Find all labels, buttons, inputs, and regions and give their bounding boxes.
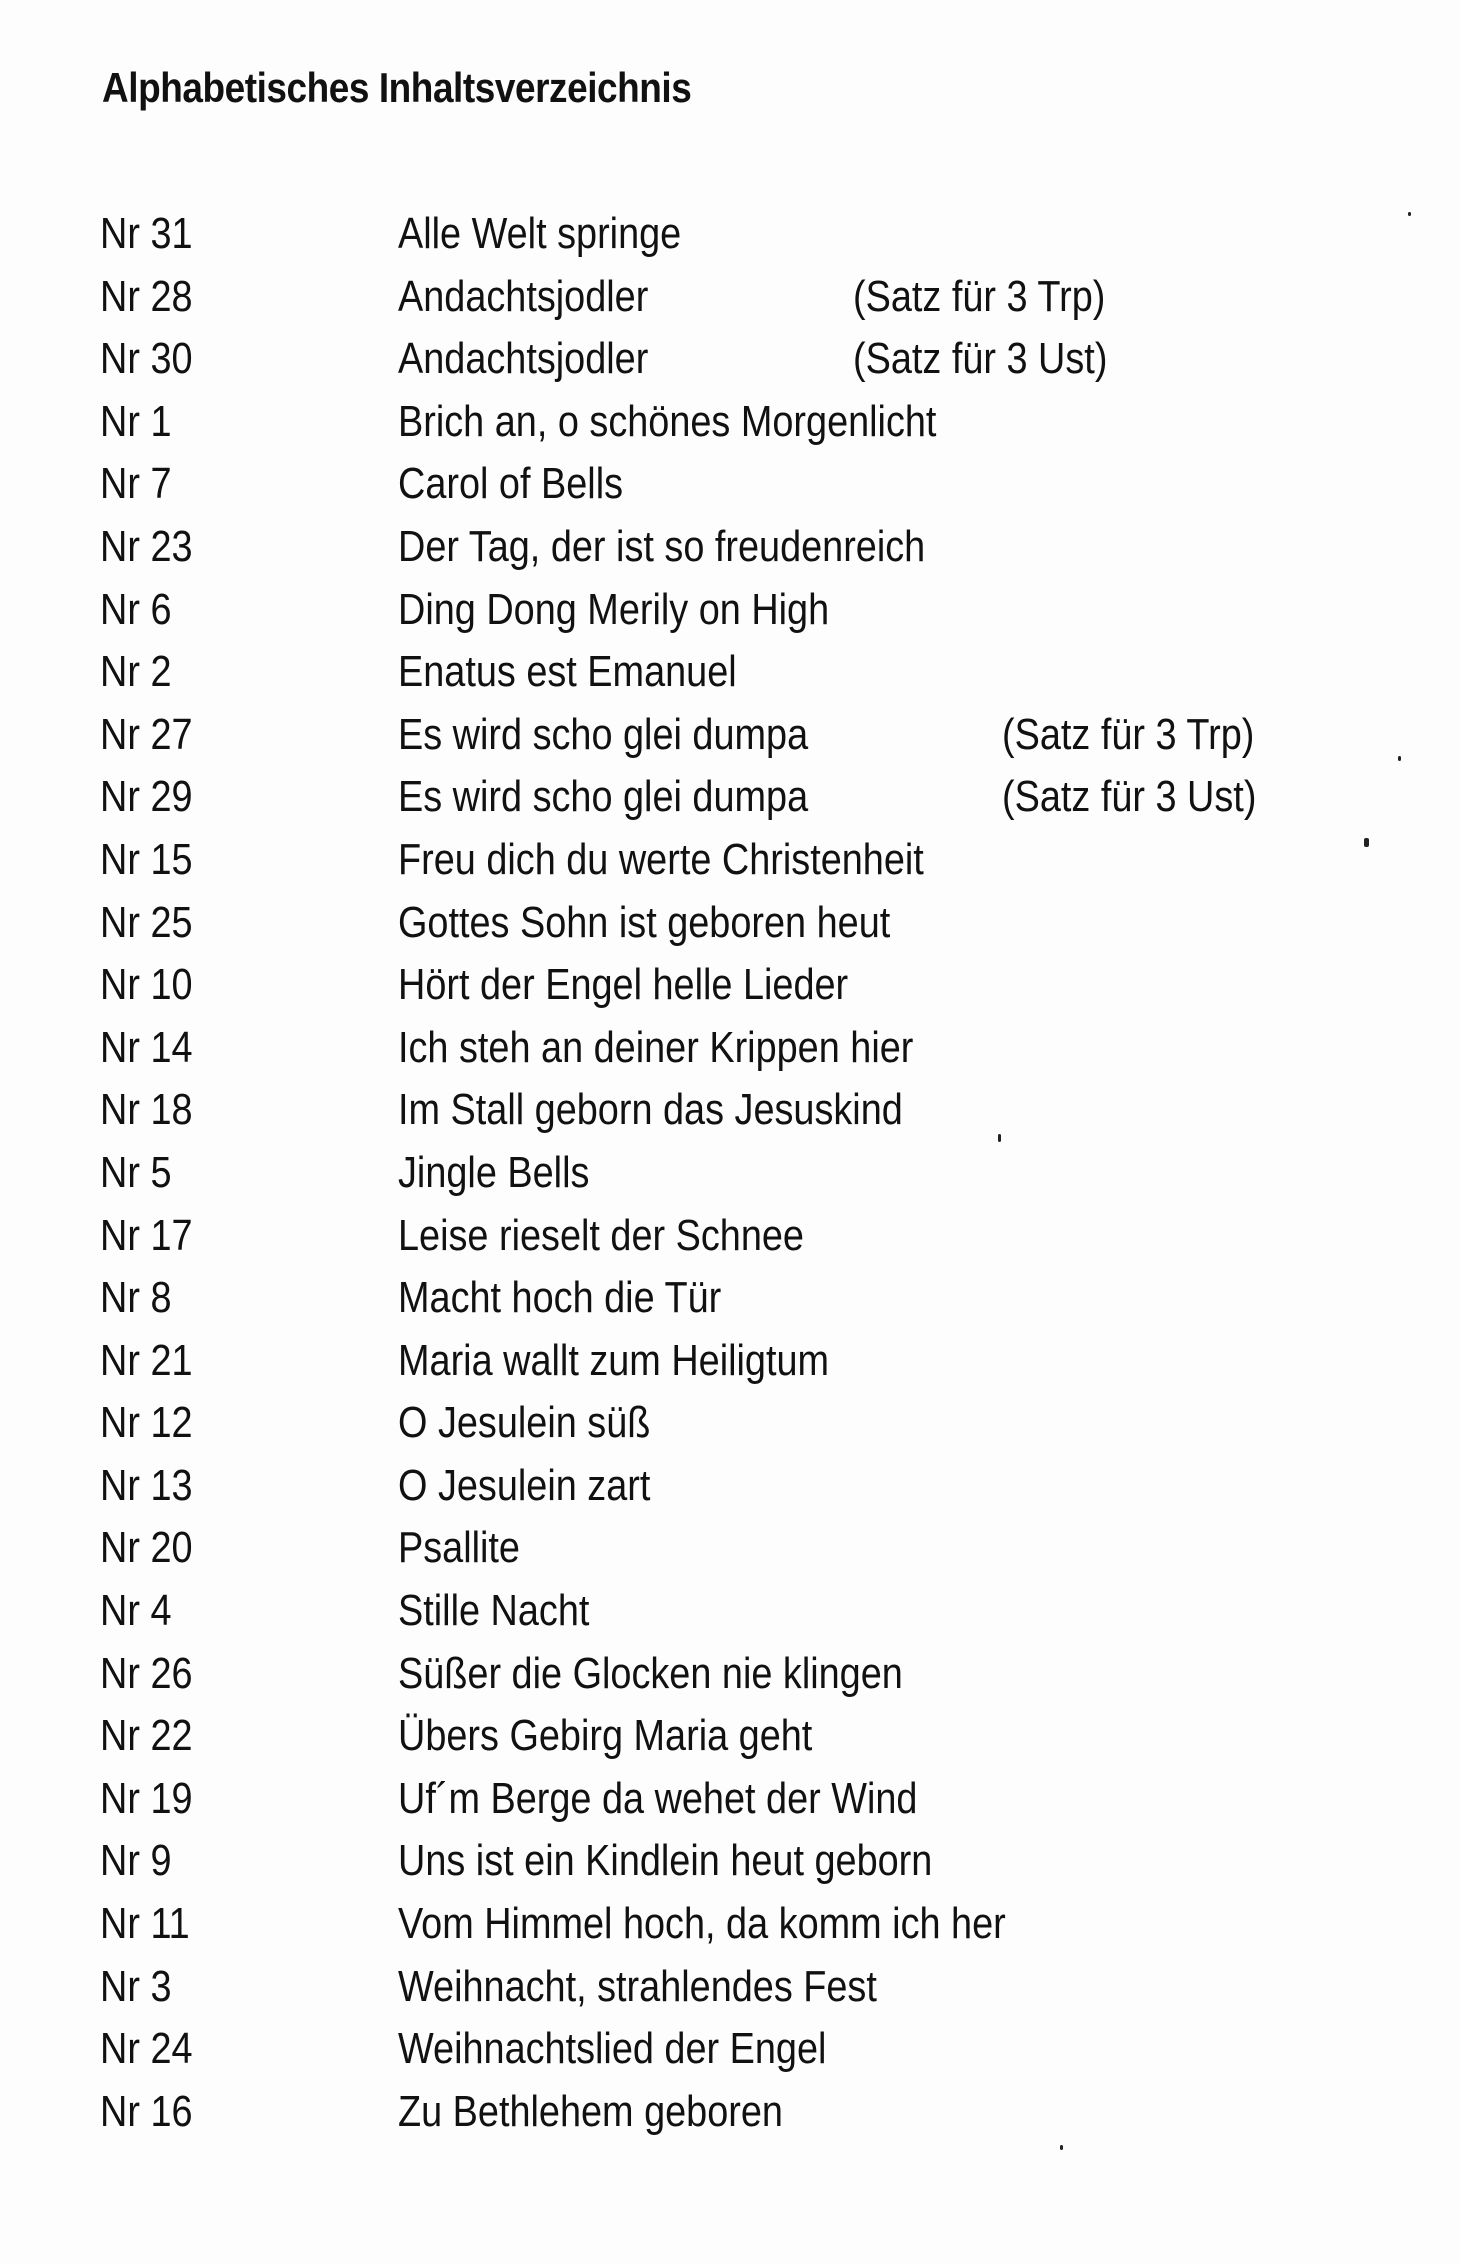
entry-title: Uns ist ein Kindlein heut geborn — [398, 1836, 933, 1886]
entry-title: Übers Gebirg Maria geht — [398, 1711, 813, 1761]
entry-number: Nr 10 — [100, 960, 193, 1010]
list-item — [0, 519, 1460, 582]
scan-speck — [1364, 838, 1369, 847]
entry-number: Nr 28 — [100, 271, 193, 321]
list-item — [0, 269, 1460, 332]
list-item — [0, 1458, 1460, 1521]
list-item — [0, 1833, 1460, 1896]
entry-title: Maria wallt zum Heiligtum — [398, 1335, 830, 1385]
entry-title: Es wird scho glei dumpa — [398, 709, 809, 759]
entry-title: Carol of Bells — [398, 459, 624, 509]
entry-number: Nr 15 — [100, 834, 193, 884]
entry-title: Gottes Sohn ist geboren heut — [398, 897, 891, 947]
entry-number: Nr 29 — [100, 772, 193, 822]
list-item — [0, 456, 1460, 519]
entry-title: O Jesulein süß — [398, 1398, 651, 1448]
entry-number: Nr 22 — [100, 1711, 193, 1761]
scan-speck — [1398, 756, 1401, 761]
entry-number: Nr 26 — [100, 1648, 193, 1698]
list-item — [0, 1959, 1460, 2022]
entry-title: Hört der Engel helle Lieder — [398, 960, 849, 1010]
entry-number: Nr 17 — [100, 1210, 193, 1260]
entry-title: Stille Nacht — [398, 1586, 590, 1636]
entry-number: Nr 5 — [100, 1147, 172, 1197]
list-item — [0, 1333, 1460, 1396]
list-item — [0, 331, 1460, 394]
list-item — [0, 1771, 1460, 1834]
entry-number: Nr 31 — [100, 209, 193, 258]
entry-number: Nr 16 — [100, 2086, 193, 2136]
list-item — [0, 1646, 1460, 1709]
entry-number: Nr 9 — [100, 1836, 172, 1886]
page-title: Alphabetisches Inhaltsverzeichnis — [102, 64, 692, 111]
list-item — [0, 1708, 1460, 1771]
entry-number: Nr 3 — [100, 1961, 172, 2011]
list-item — [0, 895, 1460, 958]
entry-title: Alle Welt springe — [398, 209, 682, 258]
entry-number: Nr 24 — [100, 2024, 193, 2074]
entry-title: Psallite — [398, 1523, 520, 1573]
entry-number: Nr 11 — [100, 1899, 190, 1949]
entry-title: Enatus est Emanuel — [398, 647, 737, 697]
entry-number: Nr 19 — [100, 1773, 193, 1823]
entry-number: Nr 13 — [100, 1460, 193, 1510]
entry-number: Nr 2 — [100, 647, 172, 697]
entry-title: Es wird scho glei dumpa — [398, 772, 809, 822]
list-item — [0, 957, 1460, 1020]
entry-title: Weihnachtslied der Engel — [398, 2024, 827, 2074]
entry-title: Brich an, o schönes Morgenlicht — [398, 396, 937, 446]
entry-title: Weihnacht, strahlendes Fest — [398, 1961, 877, 2011]
entry-note: (Satz für 3 Trp) — [853, 271, 1106, 321]
entry-title: Im Stall geborn das Jesuskind — [398, 1085, 903, 1135]
list-item — [0, 394, 1460, 457]
list-item — [0, 1896, 1460, 1959]
entry-title: Uf´m Berge da wehet der Wind — [398, 1773, 918, 1823]
list-item — [0, 2021, 1460, 2084]
list-item — [0, 1583, 1460, 1646]
list-item — [0, 1020, 1460, 1083]
entry-title: Andachtsjodler — [398, 271, 649, 321]
list-item — [0, 1395, 1460, 1458]
entry-number: Nr 25 — [100, 897, 193, 947]
entry-title: Zu Bethlehem geboren — [398, 2086, 783, 2136]
entry-number: Nr 21 — [100, 1335, 193, 1385]
list-item — [0, 644, 1460, 707]
list-item — [0, 1145, 1460, 1208]
entry-number: Nr 8 — [100, 1273, 172, 1323]
entry-title: Andachtsjodler — [398, 334, 649, 384]
entry-number: Nr 30 — [100, 334, 193, 384]
entry-note: (Satz für 3 Trp) — [1002, 709, 1255, 759]
entry-title: Freu dich du werte Christenheit — [398, 834, 924, 884]
entry-note: (Satz für 3 Ust) — [1002, 772, 1257, 822]
entry-number: Nr 23 — [100, 521, 193, 571]
contents-list — [0, 206, 1460, 2146]
scan-speck — [1408, 212, 1411, 216]
entry-number: Nr 27 — [100, 709, 193, 759]
entry-title: O Jesulein zart — [398, 1460, 651, 1510]
list-item — [0, 1208, 1460, 1271]
entry-title: Der Tag, der ist so freudenreich — [398, 521, 926, 571]
list-item — [0, 1270, 1460, 1333]
entry-number: Nr 12 — [100, 1398, 193, 1448]
entry-title: Ding Dong Merily on High — [398, 584, 830, 634]
scan-speck — [1060, 2145, 1063, 2150]
list-item — [0, 769, 1460, 832]
entry-note: (Satz für 3 Ust) — [853, 334, 1108, 384]
entry-title: Macht hoch die Tür — [398, 1273, 722, 1323]
entry-title: Leise rieselt der Schnee — [398, 1210, 804, 1260]
list-item — [0, 1082, 1460, 1145]
list-item — [0, 1520, 1460, 1583]
entry-number: Nr 14 — [100, 1022, 193, 1072]
list-item — [0, 832, 1460, 895]
list-item — [0, 582, 1460, 645]
entry-number: Nr 4 — [100, 1586, 172, 1636]
scan-speck — [998, 1134, 1001, 1142]
entry-number: Nr 1 — [100, 396, 172, 446]
entry-title: Ich steh an deiner Krippen hier — [398, 1022, 914, 1072]
entry-number: Nr 6 — [100, 584, 172, 634]
list-item — [0, 707, 1460, 770]
entry-number: Nr 18 — [100, 1085, 193, 1135]
entry-title: Jingle Bells — [398, 1147, 590, 1197]
entry-title: Süßer die Glocken nie klingen — [398, 1648, 903, 1698]
entry-number: Nr 7 — [100, 459, 172, 509]
list-item — [0, 2084, 1460, 2147]
entry-number: Nr 20 — [100, 1523, 193, 1573]
list-item — [0, 206, 1460, 269]
entry-title: Vom Himmel hoch, da komm ich her — [398, 1899, 1006, 1949]
